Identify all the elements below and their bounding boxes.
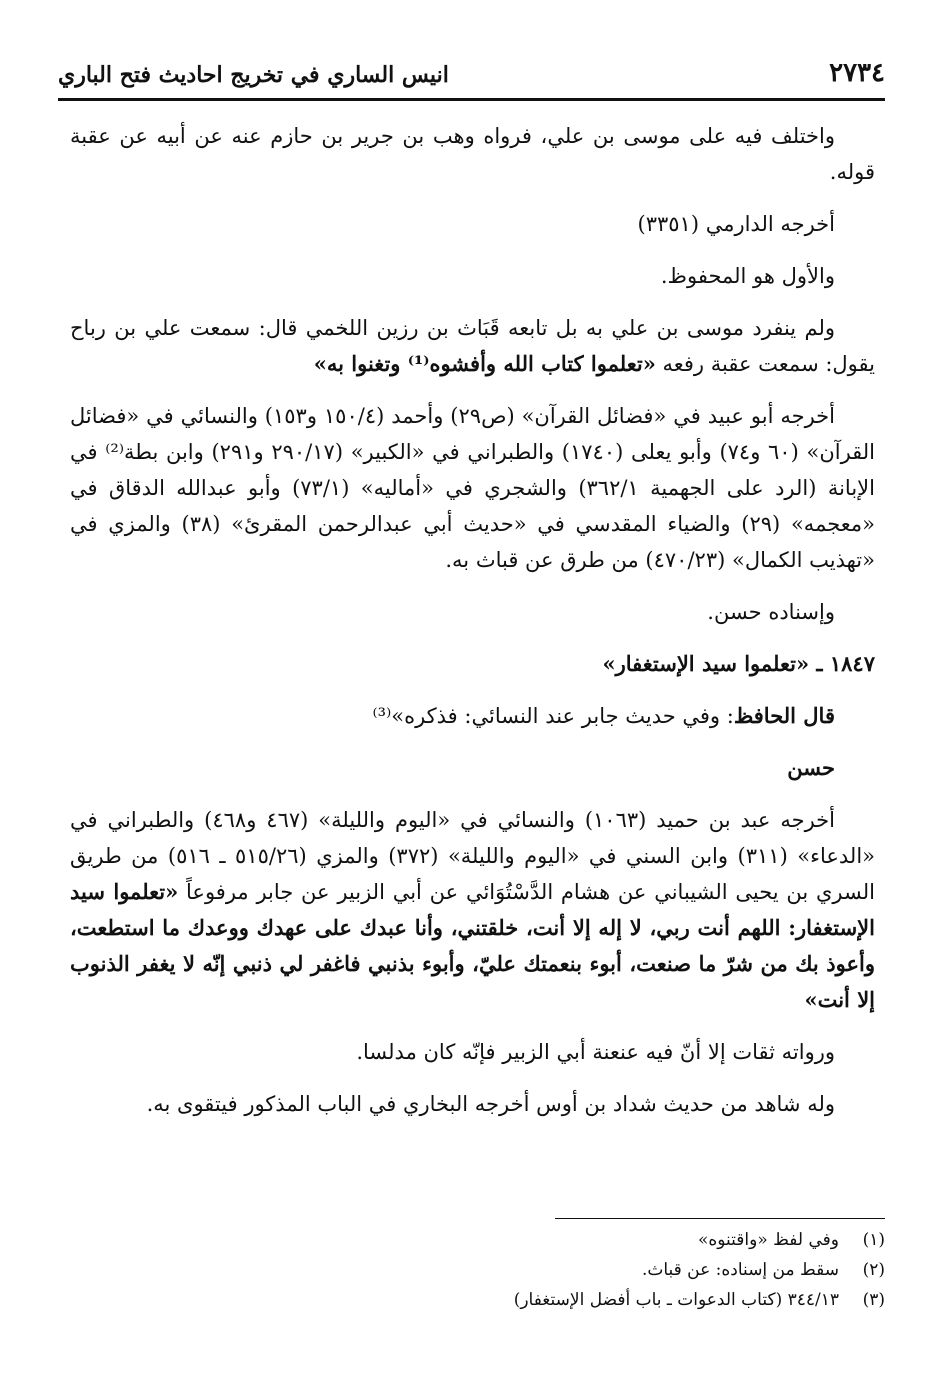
- hafiz-paragraph: [70, 698, 875, 734]
- book-title: انيس الساري في تخريج احاديث فتح الباري: [58, 62, 449, 88]
- paragraph: [70, 310, 875, 382]
- footnote: [60, 1255, 885, 1285]
- footnote-text: ٣٤٤/١٣ (كتاب الدعوات ـ باب أفضل الإستغفار): [513, 1290, 839, 1310]
- main-text: [70, 118, 875, 1138]
- paragraph-text: أخرجه عبد بن حميد (١٠٦٣) والنسائي في «اليوم والليلة» (٤٦٧ و٤٦٨) والطبراني في «الدعاء» (٣١١) وابن السني في «اليوم والليلة» (٣٧٢) والمزي (٥١٥/٢٦ ـ ٥١٦) من طريق السري بن يحيى الشيباني عن هشام الدَّسْتُوَائي عن أبي الزبير عن جابر مرفوعاً: [70, 808, 875, 904]
- hadith-heading: ١٨٤٧ ـ «تعلموا سيد الإستغفار»: [602, 651, 875, 676]
- footnote: [60, 1285, 885, 1315]
- hafiz-text: : وفي حديث جابر عند النسائي: فذكره»⁽³⁾: [372, 704, 734, 728]
- paragraph: أخرجه أبو عبيد في «فضائل القرآن» (ص٢٩) وأحمد (١٥٠/٤ و١٥٣) والنسائي في «فضائل القرآن» (٦٠ و٧٤) وأبو يعلى (١٧٤٠) والطبراني في «الكبير» (٢٩٠/١٧ و٢٩١) وابن بطة⁽²⁾ في الإبانة (الرد على الجهمية ٣٦٢/١) والشجري في «أماليه» (٧٣/١) وأبو عبدالله الدقاق في «معجمه» (٢٩) والضياء المقدسي في «حديث أبي عبدالرحمن المقرئ» (٣٨) والمزي في «تهذيب الكمال» (٤٧٠/٢٣) من طرق عن قباث به.: [70, 404, 876, 572]
- hadith-quote: «تعلموا كتاب الله وأفشوه⁽¹⁾ وتغنوا به»: [313, 351, 656, 376]
- footnote-text: وفي لفظ «واقتنوه»: [697, 1230, 839, 1250]
- footnote: [60, 1225, 885, 1255]
- paragraph: والأول هو المحفوظ.: [660, 264, 835, 288]
- paragraph: أخرجه الدارمي (٣٣٥١): [637, 212, 835, 236]
- page-number: ٢٧٣٤: [829, 58, 885, 88]
- paragraph: وإسناده حسن.: [707, 600, 835, 624]
- running-header: [58, 58, 885, 102]
- paragraph: وله شاهد من حديث شداد بن أوس أخرجه البخاري في الباب المذكور فيتقوى به.: [146, 1092, 835, 1116]
- hafiz-label: قال الحافظ: [733, 703, 835, 728]
- header-rule: [58, 98, 885, 101]
- footnote-number: (٢): [862, 1260, 885, 1280]
- footnote-rule: [555, 1218, 885, 1219]
- footnote-number: (١): [862, 1230, 885, 1250]
- hadith-quote: «تعلموا سيد الإستغفار: اللهم أنت ربي، لا إله إلا أنت، خلقتني، وأنا عبدك على عهدك ووعدك ما استطعت، وأعوذ بك من شرّ ما صنعت، أبوء بنعمتك عليّ، وأبوء بذنبي فاغفر لي ذنبي إنّه لا يغفر الذنوب إلا أنت»: [70, 879, 875, 1012]
- paragraph: [70, 802, 875, 1018]
- footnotes: [60, 1218, 885, 1315]
- paragraph: واختلف فيه على موسى بن علي، فرواه وهب بن جرير بن حازم عنه عن أبيه عن عقبة قوله.: [70, 124, 875, 184]
- hadith-grade: حسن: [787, 755, 835, 780]
- paragraph-text: ولم ينفرد موسى بن علي به بل تابعه قَبَاث بن رزين اللخمي قال: سمعت علي بن رباح يقول: سمعت عقبة رفعه: [70, 316, 875, 376]
- footnote-number: (٣): [862, 1290, 885, 1310]
- footnote-text: سقط من إسناده: عن قباث.: [641, 1260, 839, 1280]
- paragraph: ورواته ثقات إلا أنّ فيه عنعنة أبي الزبير فإنّه كان مدلسا.: [356, 1040, 835, 1064]
